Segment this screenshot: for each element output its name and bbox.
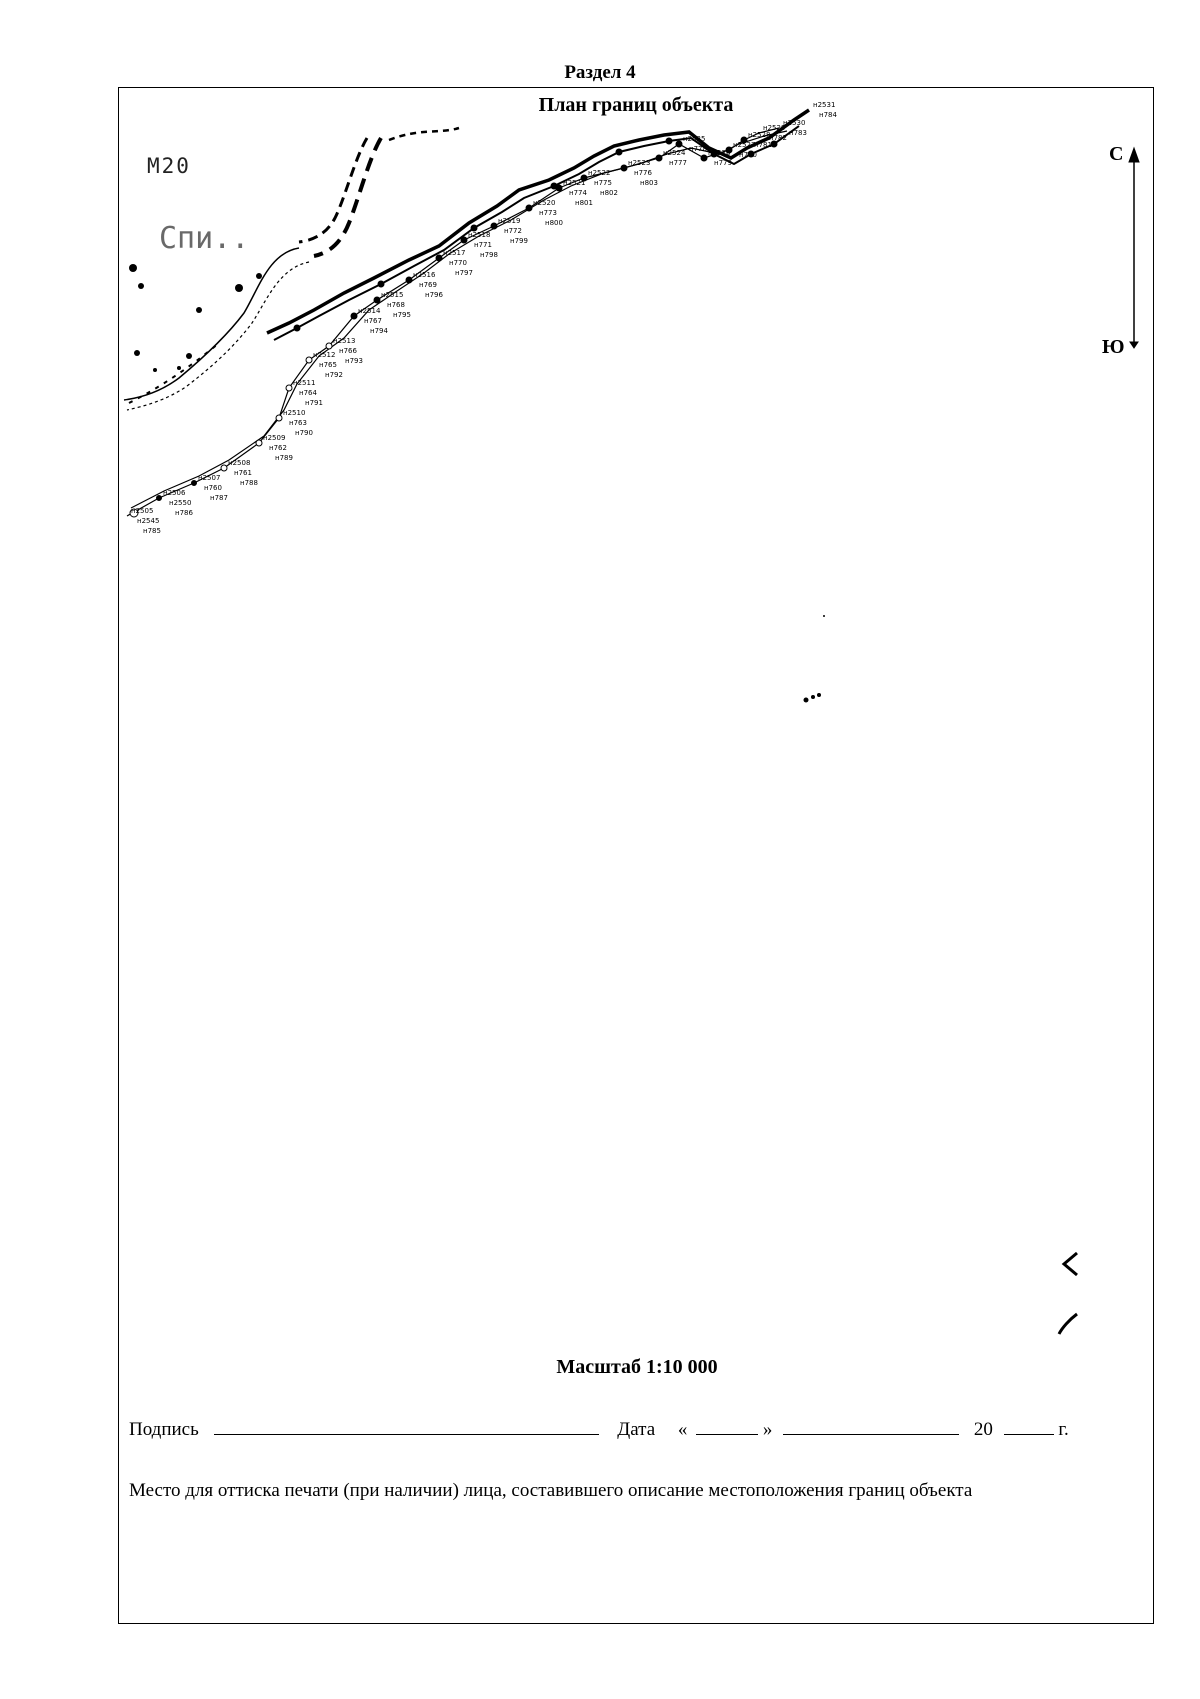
map-blots: [129, 264, 825, 703]
point-label: н2530: [783, 119, 806, 127]
point-label: н796: [425, 291, 443, 299]
quote-close: »: [762, 1419, 773, 1440]
point-label: н784: [819, 111, 837, 119]
point-label: н778: [689, 145, 707, 153]
point-label: н2521: [563, 179, 586, 187]
plan-frame: [118, 87, 1154, 1624]
compass-north-label: С: [1109, 143, 1124, 165]
plan-title: План границ объекта: [538, 94, 734, 116]
point-label: н2512: [313, 351, 336, 359]
point-label: н2523: [628, 159, 651, 167]
point-label: н787: [210, 494, 228, 502]
point-label: н2506: [163, 489, 186, 497]
point-label: н802: [600, 189, 618, 197]
point-label: н780: [739, 151, 757, 159]
point-label: н2519: [498, 217, 521, 225]
compass-arrow: [1129, 148, 1139, 348]
point-label: н2511: [293, 379, 316, 387]
point-label: н765: [319, 361, 337, 369]
point-label: н2528: [748, 131, 771, 139]
date-day-line[interactable]: [696, 1415, 758, 1435]
point-label: н774: [569, 189, 587, 197]
point-label: н2522: [588, 169, 611, 177]
date-month-line[interactable]: [783, 1415, 959, 1435]
edge-mark-top: [1064, 1253, 1077, 1275]
point-label: н2529: [763, 124, 786, 132]
point-label: н2526: [708, 149, 731, 157]
boundary-lines: [127, 110, 809, 516]
point-label: н762: [269, 444, 287, 452]
signature-row: [129, 1415, 1069, 1441]
point-label: н795: [393, 311, 411, 319]
stamp-place-text: Место для оттиска печати (при наличии) лица, составившего описание местоположения границ объекта: [129, 1480, 973, 1501]
point-label: н763: [289, 419, 307, 427]
point-label: н767: [364, 317, 382, 325]
date-label: Дата: [617, 1419, 656, 1440]
point-label: н2550: [169, 499, 192, 507]
sheet-label: M20: [147, 154, 191, 178]
point-label: н779: [714, 159, 732, 167]
point-label: н766: [339, 347, 357, 355]
boundary-map: [119, 88, 1155, 1625]
point-label: н788: [240, 479, 258, 487]
point-label: н2505: [131, 507, 154, 515]
point-label: н2515: [381, 291, 404, 299]
point-label: н2507: [198, 474, 221, 482]
point-label: н2520: [533, 199, 556, 207]
point-label: н777: [669, 159, 687, 167]
point-label: н2524: [663, 149, 686, 157]
point-label: н794: [370, 327, 388, 335]
point-label: н2531: [813, 101, 836, 109]
section-heading: Раздел 4: [564, 62, 636, 83]
point-label: н801: [575, 199, 593, 207]
svg-text:Спи..: Спи..: [159, 221, 250, 256]
point-label: н776: [634, 169, 652, 177]
point-label: н791: [305, 399, 323, 407]
point-label: н2525: [683, 135, 706, 143]
point-label: н793: [345, 357, 363, 365]
year-prefix: 20: [973, 1419, 993, 1440]
signature-label: Подпись: [129, 1419, 199, 1440]
point-label: н768: [387, 301, 405, 309]
point-label: н2518: [468, 231, 491, 239]
point-label: н772: [504, 227, 522, 235]
point-label: н761: [234, 469, 252, 477]
point-label: н2516: [413, 271, 436, 279]
point-label: н798: [480, 251, 498, 259]
date-year-line[interactable]: [1004, 1415, 1054, 1435]
year-suffix: г.: [1058, 1419, 1069, 1440]
point-label: н790: [295, 429, 313, 437]
point-label: н2510: [283, 409, 306, 417]
point-label: н2508: [228, 459, 251, 467]
signature-line[interactable]: [214, 1415, 599, 1435]
point-label: н797: [455, 269, 473, 277]
point-label: н771: [474, 241, 492, 249]
point-labels: [131, 101, 837, 535]
compass-south-label: Ю: [1102, 336, 1125, 358]
point-label: н799: [510, 237, 528, 245]
scale-label: Масштаб 1:10 000: [556, 1356, 718, 1378]
point-label: н2517: [443, 249, 466, 257]
point-label: н2509: [263, 434, 286, 442]
point-label: н760: [204, 484, 222, 492]
point-label: н2545: [137, 517, 160, 525]
point-label: н770: [449, 259, 467, 267]
point-label: н785: [143, 527, 161, 535]
point-label: н803: [640, 179, 658, 187]
point-label: н800: [545, 219, 563, 227]
point-label: н2527: [733, 141, 756, 149]
point-label: н2513: [333, 337, 356, 345]
edge-mark-bottom: [1059, 1314, 1077, 1334]
point-label: н782: [769, 134, 787, 142]
point-label: н783: [789, 129, 807, 137]
point-label: н792: [325, 371, 343, 379]
point-label: н781: [754, 141, 772, 149]
point-label: н2514: [358, 307, 381, 315]
point-label: н764: [299, 389, 317, 397]
point-label: н769: [419, 281, 437, 289]
point-label: н786: [175, 509, 193, 517]
quote-open: «: [677, 1419, 688, 1440]
point-label: н789: [275, 454, 293, 462]
point-label: н773: [539, 209, 557, 217]
point-label: н775: [594, 179, 612, 187]
